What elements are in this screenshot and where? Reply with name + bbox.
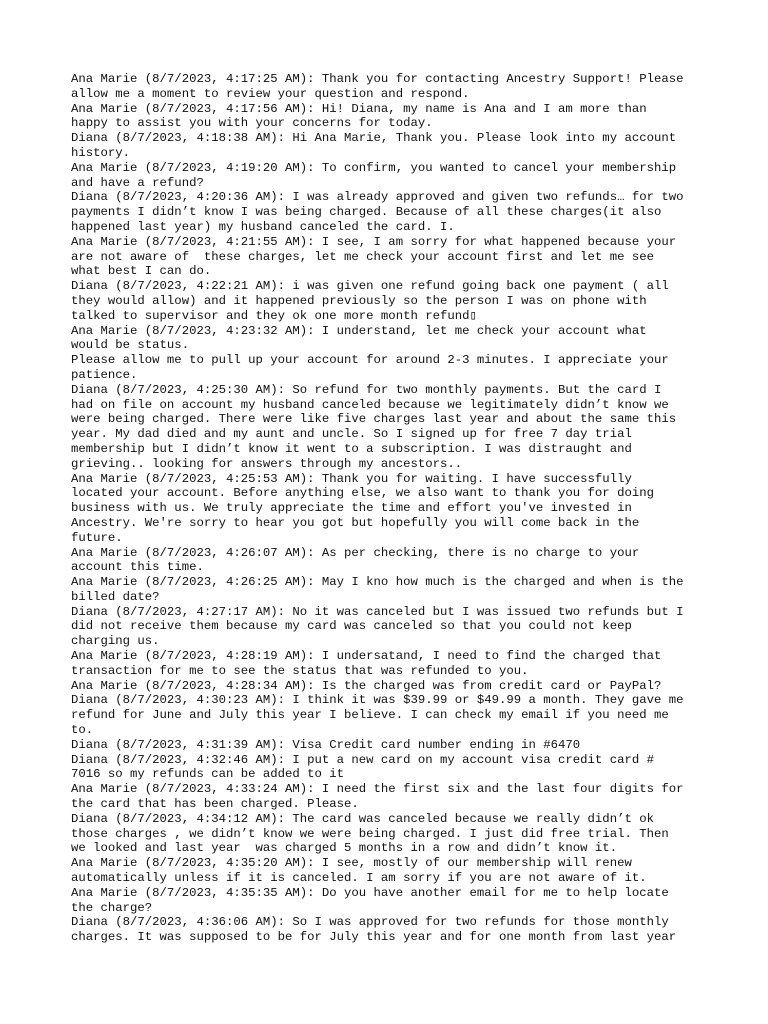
transcript-line: are not aware of these charges, let me check your account first and let me see: [71, 249, 654, 264]
transcript-line: automatically unless if it is canceled. I am sorry if you are not aware of it.: [71, 871, 647, 886]
transcript-line: transaction for me to see the status that was refunded to you.: [71, 663, 529, 678]
transcript-line: the charge?: [71, 900, 153, 915]
transcript-line: Ana Marie (8/7/2023, 4:28:34 AM): Is the charged was from credit card or PayPal?: [71, 678, 662, 693]
transcript-line: and have a refund?: [71, 175, 204, 190]
transcript-line: what best I can do.: [71, 264, 212, 279]
transcript-line: they would allow) and it happened previously so the person I was on phone with: [71, 293, 647, 308]
transcript-line: Diana (8/7/2023, 4:32:46 AM): I put a new card on my account visa credit card #: [71, 752, 654, 767]
transcript-line: located your account. Before anything else, we also want to thank you for doing: [71, 486, 654, 501]
transcript-line: Diana (8/7/2023, 4:30:23 AM): I think it was $39.99 or $49.99 a month. They gave me: [71, 693, 684, 708]
transcript-line: Please allow me to pull up your account for around 2-3 minutes. I appreciate your: [71, 353, 669, 368]
transcript-line: were being charged. There were like five charges last year and about the same this: [71, 412, 677, 427]
transcript-line: we looked and last year was charged 5 months in a row and didn’t know it.: [71, 841, 618, 856]
transcript-line: year. My dad died and my aunt and uncle. So I signed up for free 7 day trial: [71, 427, 632, 442]
chat-transcript: [71, 72, 711, 945]
transcript-line: Ana Marie (8/7/2023, 4:28:19 AM): I undersatand, I need to find the charged that: [71, 649, 662, 664]
transcript-line: membership but I didn’t know it went to a subscription. I was distraught and: [71, 441, 632, 456]
transcript-line: to.: [71, 723, 94, 738]
transcript-line: Ana Marie (8/7/2023, 4:23:32 AM): I understand, let me check your account what: [71, 323, 647, 338]
transcript-line: had on file on account my husband canceled because we legitimately didn’t know we: [71, 397, 669, 412]
document-page: [71, 72, 711, 945]
transcript-line: charging us.: [71, 634, 160, 649]
transcript-line: did not receive them because my card was canceled so that you could not keep: [71, 619, 632, 634]
transcript-line: refund for June and July this year I believe. I can check my email if you need me: [71, 708, 669, 723]
transcript-line: the card that has been charged. Please.: [71, 797, 359, 812]
transcript-line: Ana Marie (8/7/2023, 4:17:25 AM): Thank you for contacting Ancestry Support! Please: [71, 72, 684, 86]
transcript-line: would be status.: [71, 338, 190, 353]
transcript-line: Diana (8/7/2023, 4:18:38 AM): Hi Ana Marie, Thank you. Please look into my account: [71, 131, 677, 146]
transcript-line: charges. It was supposed to be for July this year and for one month from last year: [71, 930, 677, 945]
transcript-line: 7016 so my refunds can be added to it: [71, 767, 345, 782]
transcript-line: talked to supervisor and they ok one more month refund▯: [71, 308, 477, 323]
transcript-line: Diana (8/7/2023, 4:34:12 AM): The card was canceled because we really didn’t ok: [71, 811, 654, 826]
transcript-line: Ana Marie (8/7/2023, 4:26:07 AM): As per checking, there is no charge to your: [71, 545, 640, 560]
transcript-line: billed date?: [71, 589, 160, 604]
transcript-line: Diana (8/7/2023, 4:22:21 AM): i was given one refund going back one payment ( all: [71, 279, 669, 294]
transcript-line: Ana Marie (8/7/2023, 4:26:25 AM): May I kno how much is the charged and when is the: [71, 575, 684, 590]
transcript-line: grieving.. looking for answers through my ancestors..: [71, 456, 463, 471]
transcript-line: future.: [71, 530, 123, 545]
transcript-line: Ana Marie (8/7/2023, 4:21:55 AM): I see, I am sorry for what happened because your: [71, 234, 677, 249]
transcript-line: history.: [71, 145, 131, 160]
transcript-line: business with us. We truly appreciate the time and effort you've invested in: [71, 501, 632, 516]
transcript-line: Ana Marie (8/7/2023, 4:33:24 AM): I need the first six and the last four digits for: [71, 782, 684, 797]
transcript-line: Ancestry. We're sorry to hear you got but hopefully you will come back in the: [71, 515, 640, 530]
transcript-line: Diana (8/7/2023, 4:20:36 AM): I was already approved and given two refunds… for two: [71, 190, 684, 205]
transcript-line: Ana Marie (8/7/2023, 4:25:53 AM): Thank you for waiting. I have successfully: [71, 471, 632, 486]
transcript-line: Diana (8/7/2023, 4:25:30 AM): So refund for two monthly payments. But the card I: [71, 382, 662, 397]
transcript-line: Ana Marie (8/7/2023, 4:17:56 AM): Hi! Diana, my name is Ana and I am more than: [71, 101, 647, 116]
transcript-line: happened last year) my husband canceled the card. I.: [71, 219, 455, 234]
transcript-line: Diana (8/7/2023, 4:27:17 AM): No it was canceled but I was issued two refunds but I: [71, 604, 684, 619]
transcript-line: Ana Marie (8/7/2023, 4:35:35 AM): Do you have another email for me to help locate: [71, 885, 669, 900]
transcript-line: account this time.: [71, 560, 204, 575]
transcript-line: patience.: [71, 367, 138, 382]
transcript-line: Diana (8/7/2023, 4:36:06 AM): So I was approved for two refunds for those monthly: [71, 915, 669, 930]
transcript-line: happy to assist you with your concerns for today.: [71, 116, 433, 131]
transcript-line: Diana (8/7/2023, 4:31:39 AM): Visa Credit card number ending in #6470: [71, 737, 581, 752]
transcript-line: Ana Marie (8/7/2023, 4:35:20 AM): I see, mostly of our membership will renew: [71, 856, 632, 871]
transcript-line: payments I didn’t know I was being charged. Because of all these charges(it also: [71, 205, 662, 220]
transcript-line: those charges , we didn’t know we were being charged. I just did free trial. Then: [71, 826, 669, 841]
transcript-line: allow me a moment to review your question and respond.: [71, 86, 470, 101]
transcript-line: Ana Marie (8/7/2023, 4:19:20 AM): To confirm, you wanted to cancel your membership: [71, 160, 677, 175]
